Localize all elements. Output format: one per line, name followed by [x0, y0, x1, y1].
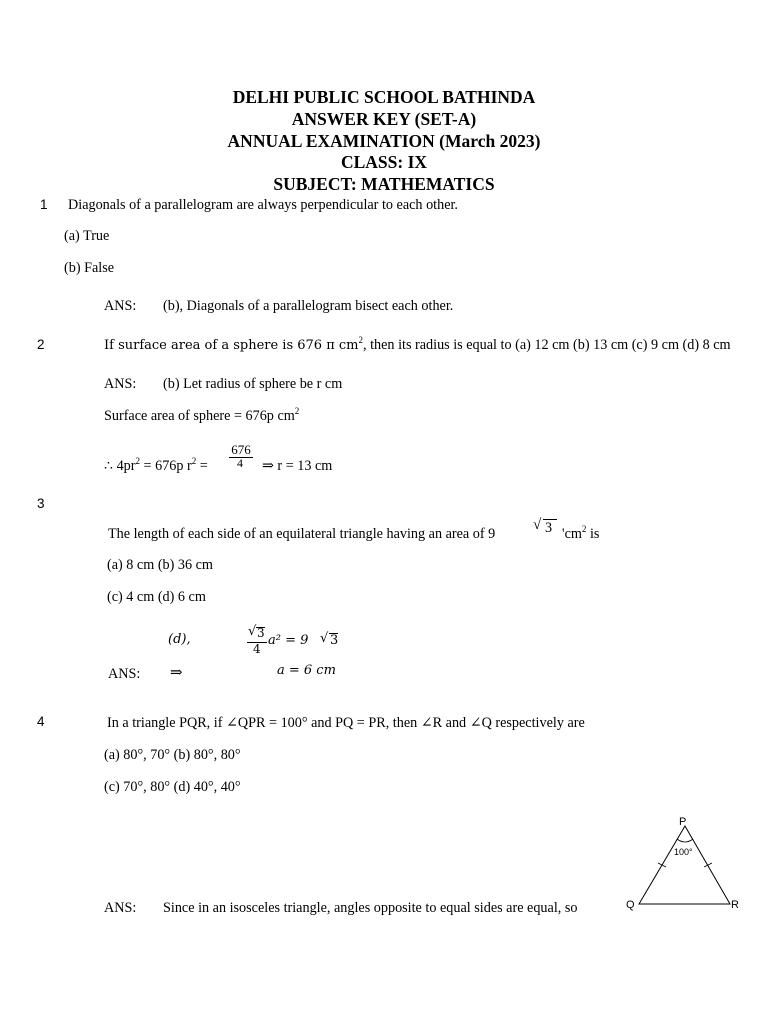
eq-denominator: 4 [253, 642, 261, 656]
eq-sqrt-sign: √ [248, 624, 257, 639]
eq-rhs-sqrt-value: 3 [330, 633, 339, 648]
subject-title: SUBJECT: MATHEMATICS [273, 174, 495, 194]
options-line-1: (a) 8 cm (b) 36 cm [107, 557, 213, 573]
angle-arc [677, 839, 693, 842]
answer-result: ⇒ r = 13 cm [262, 458, 333, 474]
eq-rhs: a² = 9 [268, 633, 309, 648]
eq-sqrt-value: 3 [257, 626, 265, 640]
answer-line: Surface area of sphere = 676p $cm^2$ [104, 406, 300, 424]
question-number: 1 [40, 197, 48, 212]
triangle-pqr-figure [620, 810, 750, 920]
question-text: Diagonals of a parallelogram are always perpendicular to each other. [68, 197, 458, 213]
sqrt-sign: √ [533, 517, 542, 533]
answer-equation: ∴ $4pr^2 = 676p$ $r^2$ = [104, 456, 208, 474]
answer-text: (b), Diagonals of a parallelogram bisect each other. [163, 298, 454, 314]
question-text: If surface area of a sphere is 676 π $cm^2$, then its radius is equal to (a) 12 cm (b) 13 cm (c) 9 cm (d) 8 cm [104, 335, 731, 353]
question-number: 3 [37, 496, 45, 511]
question-text: In a triangle PQR, if ∠QPR = 100° and PQ = PR, then ∠R and ∠Q respectively are [107, 715, 585, 731]
implies-arrow: ⇒ [170, 663, 183, 681]
vertex-label-r: R [731, 899, 739, 911]
school-name: DELHI PUBLIC SCHOOL BATHINDA [232, 87, 536, 107]
option-b: (b) False [64, 260, 115, 276]
options-line-2: (c) 70°, 80° (d) 40°, 40° [104, 779, 241, 795]
sqrt-value: 3 [545, 520, 553, 536]
vertex-label-p: P [679, 816, 687, 828]
vertex-label-q: Q [626, 899, 635, 911]
tick-mark-pq [658, 863, 666, 867]
eq-rhs-sqrt-sign: √ [320, 631, 329, 646]
question-text: The length of each side of an equilateral triangle having an area of 9 [108, 526, 496, 542]
answer-label: ANS: [108, 666, 141, 682]
question-text-end: '$cm^2$ is [562, 524, 600, 542]
options-line-2: (c) 4 cm (d) 6 cm [107, 589, 206, 605]
class-title: CLASS: IX [340, 152, 428, 172]
options-line-1: (a) 80°, 70° (b) 80°, 80° [104, 747, 241, 763]
answer-text: (b) Let radius of sphere be r cm [163, 376, 343, 392]
exam-title: ANNUAL EXAMINATION (March 2023) [227, 131, 541, 151]
answer-label: ANS: [104, 900, 137, 916]
fraction-denominator: 4 [237, 456, 243, 470]
fraction-numerator: 676 [231, 442, 251, 457]
question-number: 2 [37, 337, 45, 352]
answer-result: a = 6 cm [277, 663, 336, 678]
answer-choice: (d), [168, 632, 191, 647]
answer-key-title: ANSWER KEY (SET-A) [291, 109, 477, 129]
angle-label: 100° [674, 847, 693, 857]
answer-label: ANS: [104, 376, 137, 392]
option-a: (a) True [64, 228, 110, 244]
question-number: 4 [37, 714, 45, 729]
triangle-shape [639, 826, 730, 904]
answer-text: Since in an isosceles triangle, angles opposite to equal sides are equal, so [163, 900, 578, 916]
answer-label: ANS: [104, 298, 137, 314]
